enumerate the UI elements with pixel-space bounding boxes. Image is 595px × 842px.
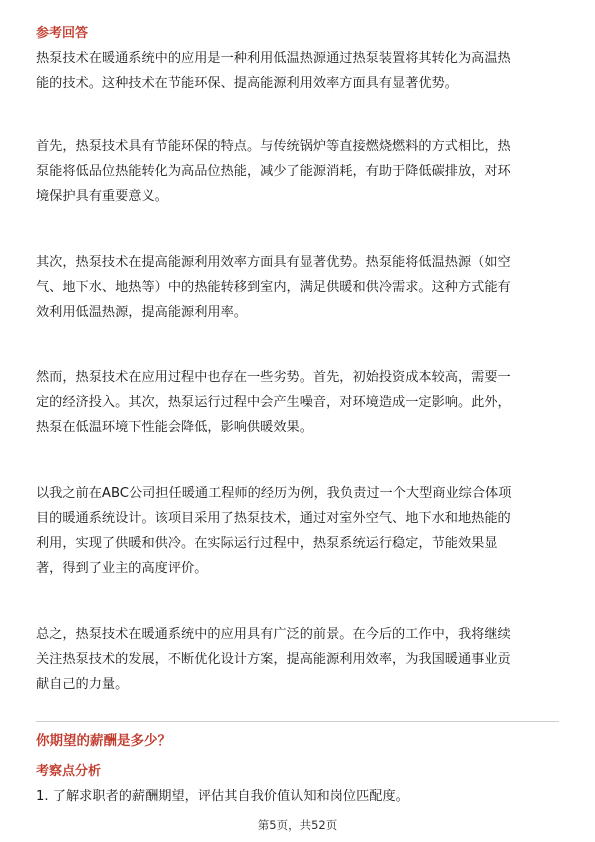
answer-paragraph-2 — [36, 134, 560, 209]
paragraph-line: 热泵技术在暖通系统中的应用是一种利用低温热源通过热泵装置将其转化为高温热 — [36, 51, 511, 66]
paragraph-line: 热泵在低温环境下性能会降低，影响供暖效果。 — [36, 420, 313, 435]
paragraph-line: 首先，热泵技术具有节能环保的特点。与传统锅炉等直接燃烧燃料的方式相比，热 — [36, 139, 511, 154]
paragraph-line: 目的暖通系统设计。该项目采用了热泵技术，通过对室外空气、地下水和地热能的 — [36, 511, 511, 526]
answer-paragraph-5 — [36, 481, 560, 581]
paragraph-line: 总之，热泵技术在暖通系统中的应用具有广泛的前景。在今后的工作中，我将继续 — [36, 627, 511, 642]
answer-paragraph-6 — [36, 622, 560, 697]
answer-section-label: 参考回答 — [36, 26, 89, 41]
paragraph-line: 泵能将低品位热能转化为高品位热能，减少了能源消耗，有助于降低碳排放，对环 — [36, 164, 511, 179]
answer-paragraph-1 — [36, 46, 560, 96]
paragraph-line: 其次，热泵技术在提高能源利用效率方面具有显著优势。热泵能将低温热源（如空 — [36, 255, 511, 270]
analysis-point: 1. 了解求职者的薪酬期望，评估其自我价值认知和岗位匹配度。 — [36, 789, 409, 804]
section-divider — [36, 721, 559, 722]
question-title: 你期望的薪酬是多少？ — [36, 733, 171, 749]
page-number-footer: 第5页，共52页 — [257, 818, 338, 832]
paragraph-line: 能的技术。这种技术在节能环保、提高能源利用效率方面具有显著优势。 — [36, 76, 458, 91]
answer-paragraph-4 — [36, 365, 560, 440]
analysis-section-label: 考察点分析 — [36, 764, 102, 779]
paragraph-line: 气、地下水、地热等）中的热能转移到室内，满足供暖和供冷需求。这种方式能有 — [36, 280, 511, 295]
paragraph-line: 效利用低温热源，提高能源利用率。 — [36, 305, 247, 320]
paragraph-line: 著，得到了业主的高度评价。 — [36, 561, 208, 576]
paragraph-line: 境保护具有重要意义。 — [36, 189, 168, 204]
paragraph-line: 利用，实现了供暖和供冷。在实际运行过程中，热泵系统运行稳定，节能效果显 — [36, 536, 498, 551]
paragraph-line: 以我之前在ABC公司担任暖通工程师的经历为例，我负责过一个大型商业综合体项 — [36, 486, 512, 501]
paragraph-line: 献自己的力量。 — [36, 677, 129, 692]
answer-paragraph-3 — [36, 250, 560, 325]
paragraph-line: 关注热泵技术的发展，不断优化设计方案，提高能源利用效率，为我国暖通事业贡 — [36, 652, 511, 667]
paragraph-line: 然而，热泵技术在应用过程中也存在一些劣势。首先，初始投资成本较高，需要一 — [36, 370, 511, 385]
paragraph-line: 定的经济投入。其次，热泵运行过程中会产生噪音，对环境造成一定影响。此外， — [36, 395, 511, 410]
